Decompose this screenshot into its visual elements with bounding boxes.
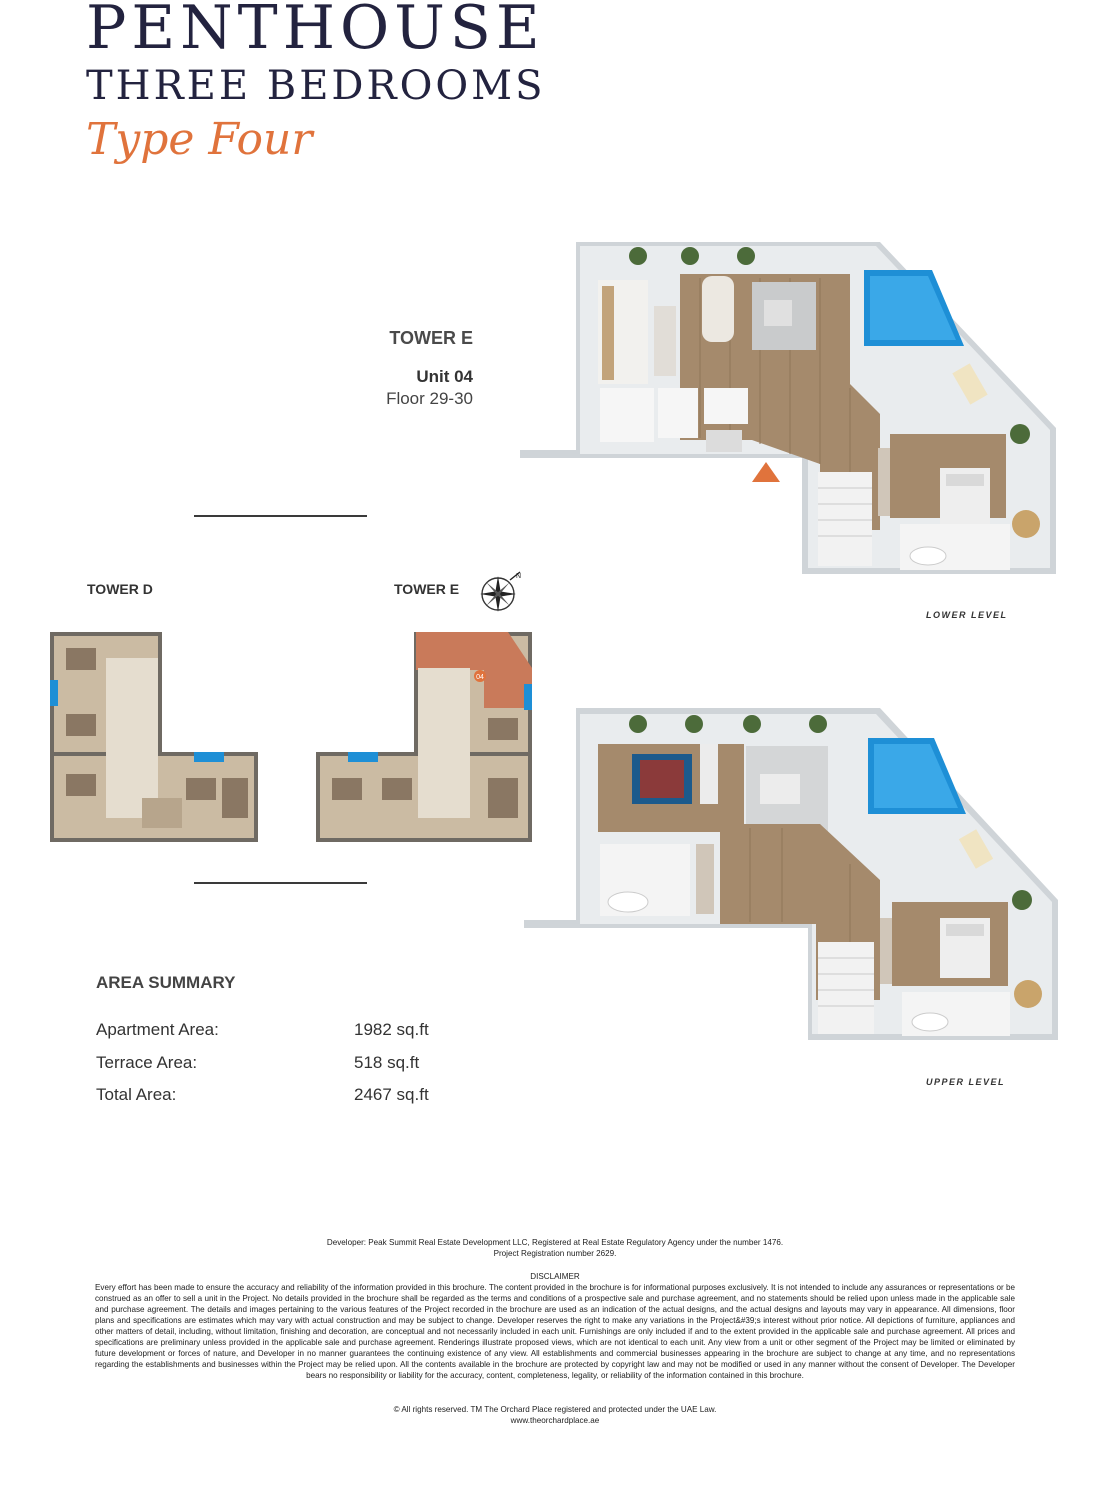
divider-top: [194, 515, 367, 517]
key-plan-tower-d: [46, 628, 262, 844]
unit-floor: Floor 29-30: [386, 389, 473, 408]
page-subtitle: THREE BEDROOMS: [86, 63, 546, 109]
divider-bottom: [194, 882, 367, 884]
disclaimer-title: DISCLAIMER: [530, 1272, 580, 1281]
upper-level-floor-plan: [520, 704, 1092, 1078]
lower-level-floor-plan: [520, 218, 1090, 614]
area-row-value: 2467 sq.ft: [354, 1085, 429, 1104]
area-row-label: Apartment Area:: [96, 1020, 219, 1039]
svg-text:N: N: [516, 573, 522, 580]
area-row-apartment: [96, 1020, 456, 1040]
area-row-label: Terrace Area:: [96, 1053, 198, 1072]
disclaimer-text: Every effort has been made to ensure the accuracy and reliability of the information provided in this brochure. The content provided in the brochure is for informational purposes exclusively. It is not intended to include any assurances or representations or be construed as an offer to sell a unit in the Project. No details provided in the brochure shall be regarded as the terms and conditions of a prospective sale and purchase agreement, and no statements should be relied upon unless made in the applicable sale and purchase agreement. The details and images pertaining to the various features of the Project recorded in the brochure are used as an indication of the actual designs, and the actual designs and layouts may vary in appearance. All dimensions, floor plans and specifications are estimates which may vary with actual construction and may be subject to change. Developer reserves the right to make any variations in the Project&#39;s interest without prior notice. All depictions of furniture, appliances and other matters of detail, including, without limitation, finishing and decoration, are conceptual and not necessarily included in each unit. Furnishings are only included if and to the extent provided in the applicable sale and purchase agreement. All prices and specifications are preliminary unless provided in the applicable sale and purchase agreement. Renderings illustrate proposed views, which are not identical to each unit. Any view from a unit or other segment of the Project may be limited or eliminated by future development or forces of nature, and Developer in no manner guarantees the continuing existence of any view. All establishments and commercial businesses appearing in the brochure are subject to change at any time, and no representations regarding the establishments and businesses within the Project may be relied upon. All the contents available in the brochure are protected by copyright law and may not be modified or used in any manner without the consent of Developer. The Developer bears no responsibility or liability for the accuracy, content, completeness, legality, or reliability of the information contained in this brochure.: [95, 1283, 1015, 1380]
registration-line: Project Registration number 2629.: [493, 1249, 617, 1258]
key-plan-tower-e: [312, 628, 536, 844]
area-row-value: 1982 sq.ft: [354, 1020, 429, 1039]
area-row-label: Total Area:: [96, 1085, 177, 1104]
upper-level-label: UPPER LEVEL: [926, 1077, 1006, 1087]
lower-level-label: LOWER LEVEL: [926, 610, 1008, 620]
area-row-terrace: [96, 1053, 456, 1073]
website-link[interactable]: www.theorchardplace.ae: [510, 1416, 600, 1425]
page-title: PENTHOUSE: [86, 0, 545, 63]
unit-type: Type Four: [86, 114, 313, 165]
key-plan-tower-d-label: TOWER D: [87, 581, 153, 597]
unit-number: Unit 04: [416, 367, 473, 386]
compass-icon: [476, 568, 524, 616]
unit-tower: TOWER E: [389, 328, 473, 348]
area-row-total: [96, 1085, 456, 1105]
key-plan-unit-badge: 04: [476, 674, 484, 681]
rights-line: © All rights reserved. TM The Orchard Place registered and protected under the UAE Law.: [393, 1405, 717, 1414]
area-row-value: 518 sq.ft: [354, 1053, 420, 1072]
area-summary-title: AREA SUMMARY: [96, 973, 236, 992]
developer-line: Developer: Peak Summit Real Estate Development LLC, Registered at Real Estate Regulatory Agency under the number 1476.: [326, 1238, 784, 1247]
key-plan-tower-e-label: TOWER E: [394, 581, 460, 597]
